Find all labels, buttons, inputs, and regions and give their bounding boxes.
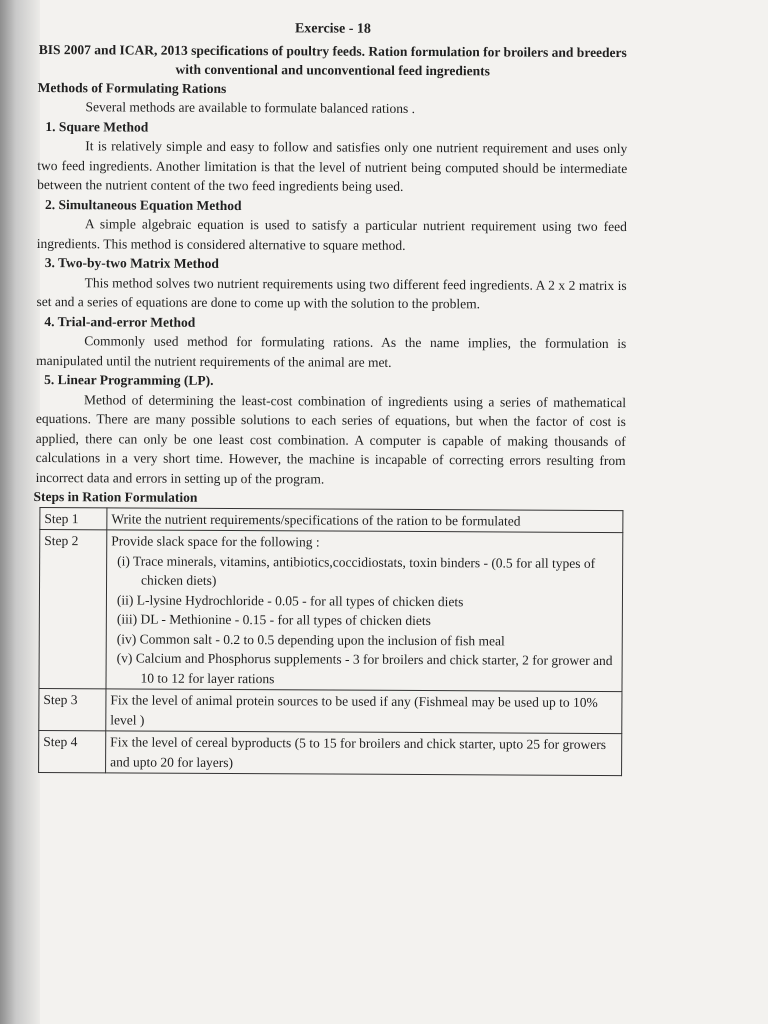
page-edge-shadow bbox=[0, 0, 40, 1024]
method-text-square: It is relatively simple and easy to follow and satisfies only one nutrient requirement and uses only two feed ingredients. Another limitation is that the level of nutrient being computed should be intermediate between the nutrient content of the two feed ingredients being used. bbox=[37, 138, 628, 194]
step2-intro: Provide slack space for the following : bbox=[111, 533, 320, 550]
step-cell bbox=[106, 530, 623, 692]
list-item: (i) Trace minerals, vitamins, antibiotics,coccidiostats, toxin binders - (0.5 for all types of chicken diets) bbox=[117, 552, 596, 588]
table-row bbox=[40, 507, 623, 533]
step-text: Fix the level of animal protein sources to be used if any (Fishmeal may be used up to 10% level ) bbox=[106, 689, 622, 734]
method-heading-matrix: 3. Two-by-two Matrix Method bbox=[44, 255, 219, 271]
step-text: Fix the level of cereal byproducts (5 to 15 for broilers and chick starter, upto 25 for growers and upto 20 for layers) bbox=[106, 731, 622, 776]
methods-heading: Methods of Formulating Rations bbox=[37, 79, 227, 96]
steps-table bbox=[38, 507, 623, 777]
step-label: Step 2 bbox=[39, 530, 107, 689]
method-text-simultaneous: A simple algebraic equation is used to satisfy a particular nutrient requirement using two feed ingredients. This method is considered alternative to square method. bbox=[36, 216, 627, 253]
exercise-title: Exercise - 18 bbox=[294, 21, 371, 37]
method-text-lp: Method of determining the least-cost combination of ingredients using a series of mathematical equations. There are many possible solutions to each series of equations, but when the factor of cost is applied, there can only be one least cost combination. A computer is capable of making thousands of calculations in a very short time. However, the machine is incapable of correcting errors resulting from incorrect data and errors in setting up of the program. bbox=[35, 391, 627, 487]
method-text-trial: Commonly used method for formulating rations. As the name implies, the formulation is manipulated until the nutrient requirements of the animal are met. bbox=[36, 333, 627, 370]
list-item: (iv) Common salt - 0.2 to 0.5 depending upon the inclusion of fish meal bbox=[116, 630, 505, 648]
list-item: (v) Calcium and Phosphorus supplements - 3 for broilers and chick starter, 2 for grower and 10 to 12 for layer rations bbox=[116, 650, 613, 686]
method-heading-trial: 4. Trial-and-error Method bbox=[44, 313, 196, 330]
step-label: Step 1 bbox=[40, 507, 107, 530]
method-heading-square: 1. Square Method bbox=[45, 118, 149, 135]
list-item: (iii) DL - Methionine - 0.15 - for all types of chicken diets bbox=[116, 611, 431, 629]
step-label: Step 4 bbox=[39, 731, 106, 773]
methods-intro: Several methods are available to formulate balanced rations . bbox=[85, 99, 416, 116]
document-page bbox=[34, 18, 628, 776]
main-title: BIS 2007 and ICAR, 2013 specifications of poultry feeds. Ration formulation for broilers and breeders with conventional and unconventional feed ingredients bbox=[38, 41, 627, 78]
method-text-matrix: This method solves two nutrient requirements using two different feed ingredients. A 2 x 2 matrix is set and a series of equations are done to come up with the solution to the problem. bbox=[36, 274, 627, 312]
table-row bbox=[39, 530, 623, 692]
list-item: (ii) L-lysine Hydrochloride - 0.05 - for all types of chicken diets bbox=[116, 591, 464, 609]
slack-list bbox=[110, 551, 618, 690]
step-label: Step 3 bbox=[39, 689, 106, 731]
table-row bbox=[39, 689, 622, 734]
method-heading-simultaneous: 2. Simultaneous Equation Method bbox=[44, 196, 242, 213]
step-text: Write the nutrient requirements/specifications of the ration to be formulated bbox=[107, 507, 623, 532]
table-row bbox=[39, 731, 622, 776]
steps-heading: Steps in Ration Formulation bbox=[33, 488, 198, 505]
method-heading-lp: 5. Linear Programming (LP). bbox=[44, 372, 214, 388]
